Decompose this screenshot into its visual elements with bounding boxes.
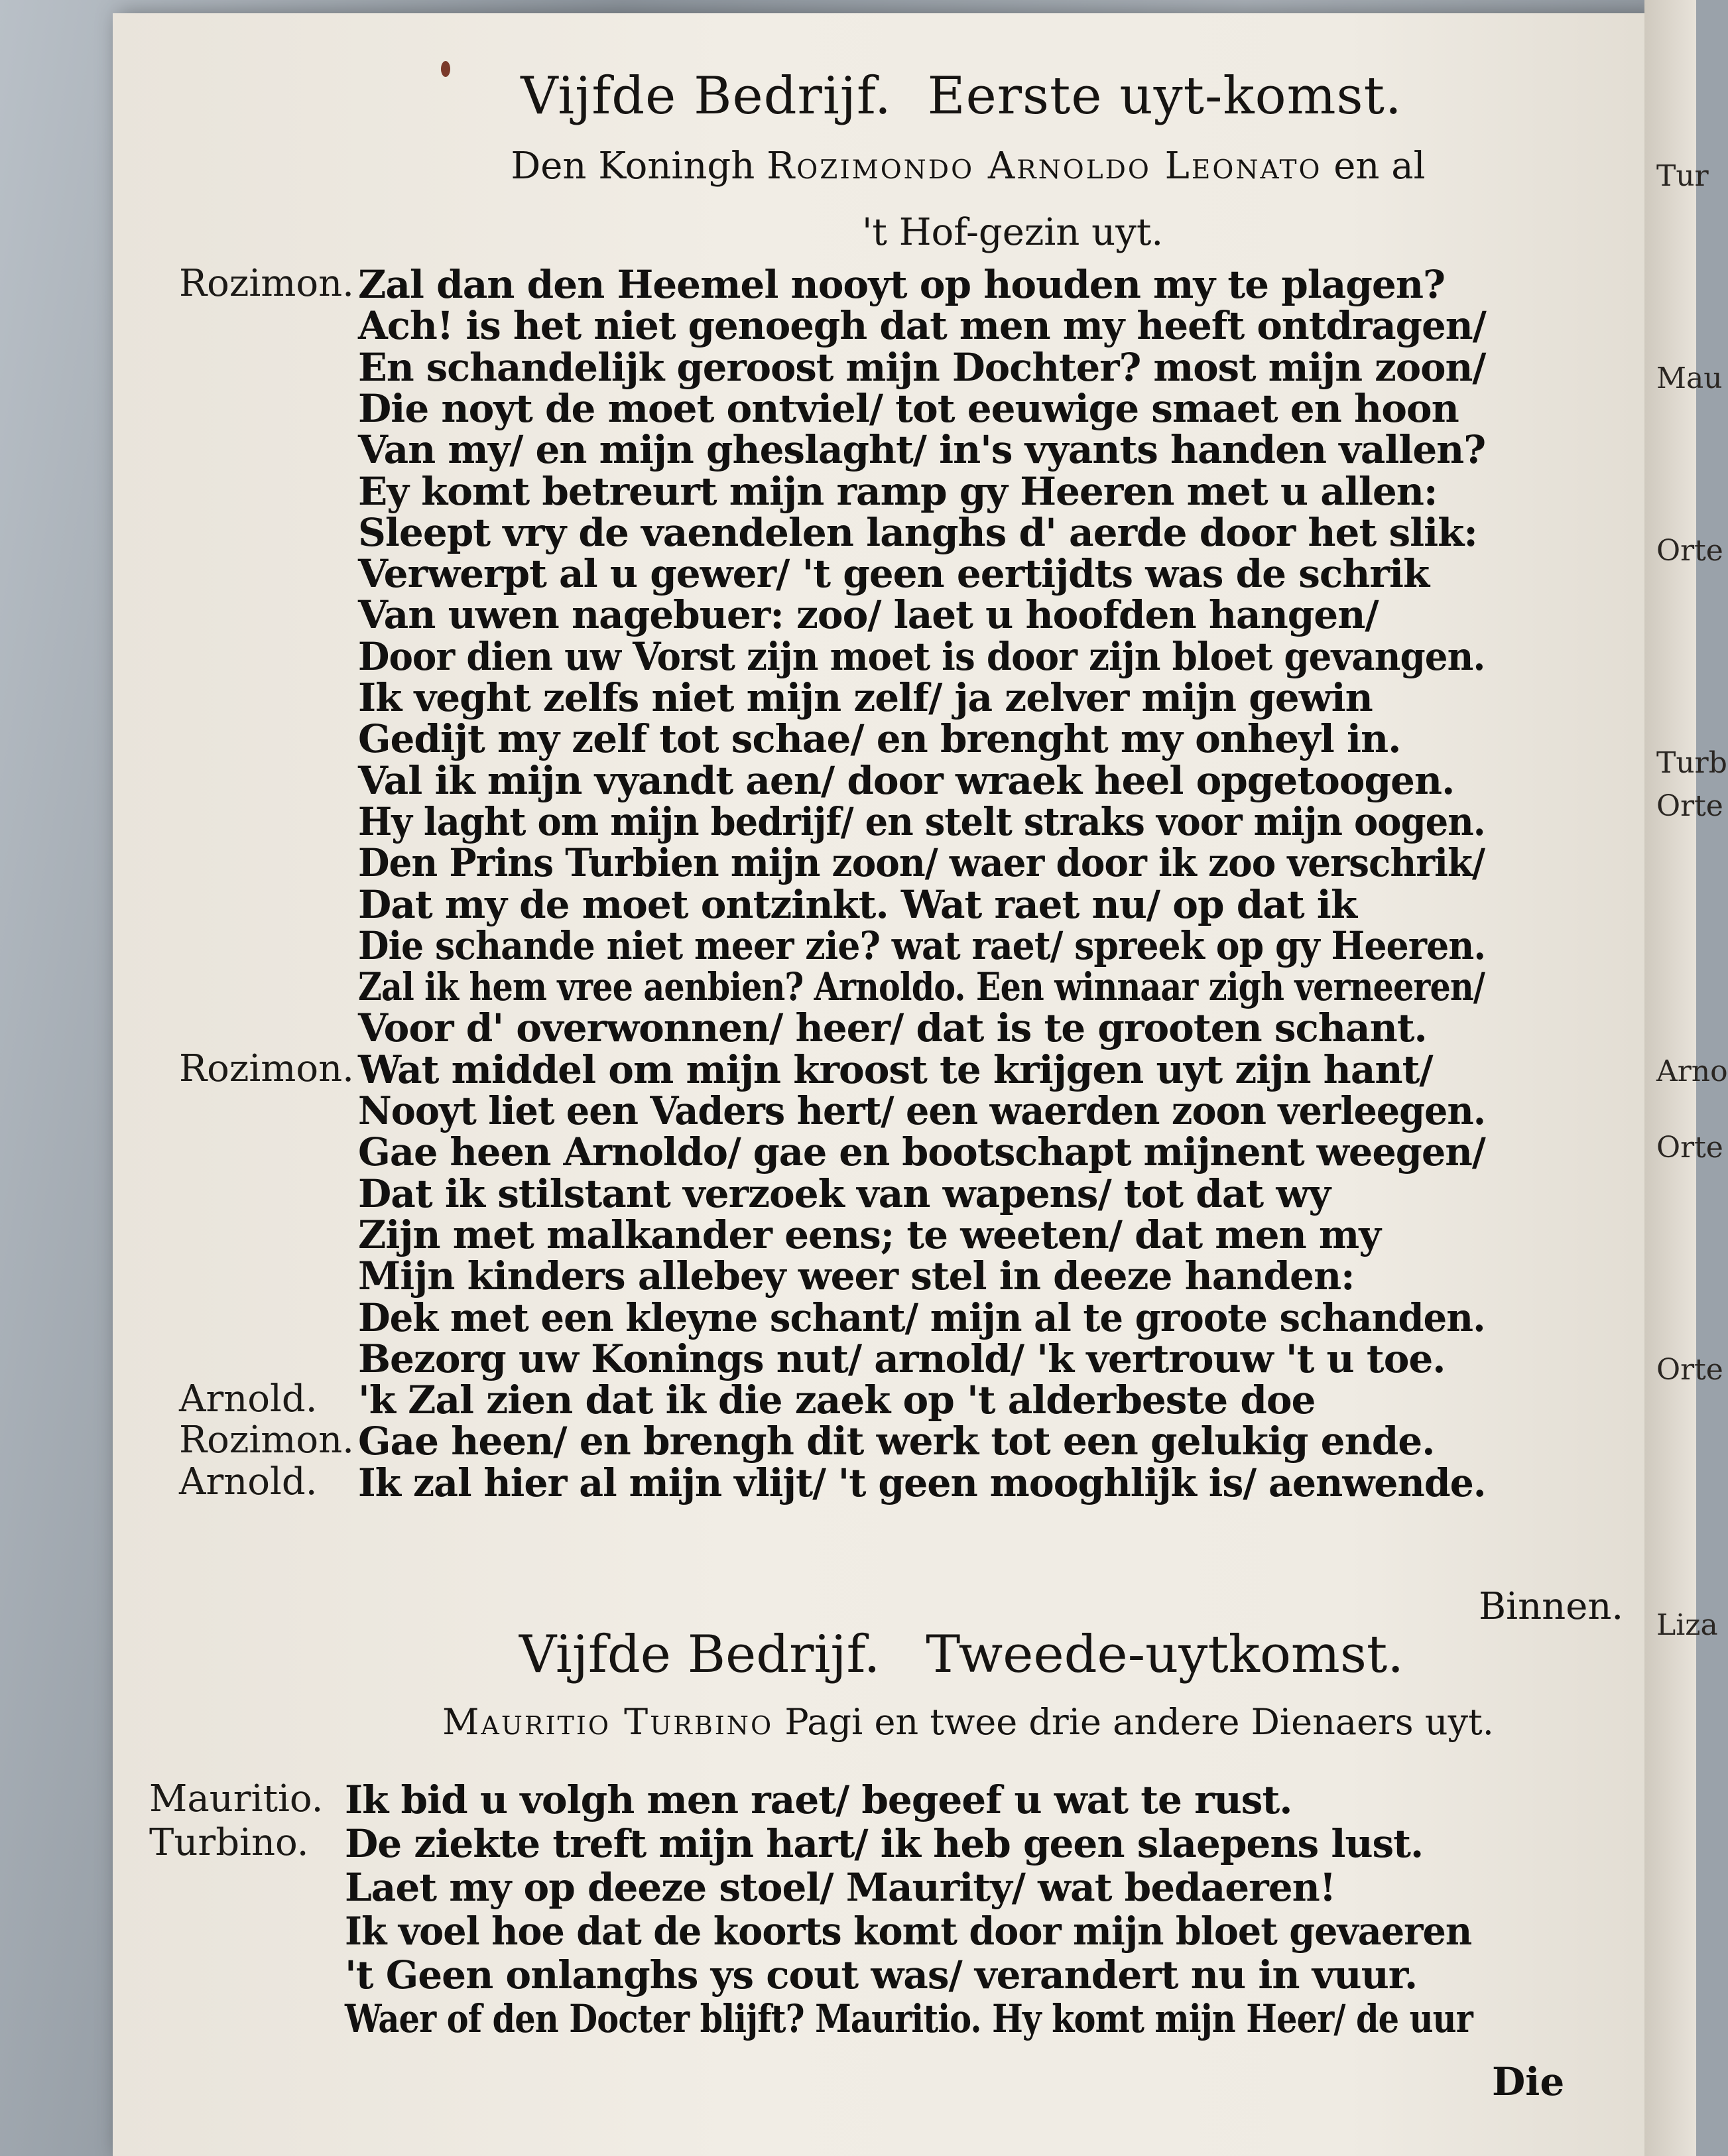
act-heading <box>464 66 1459 126</box>
verse-line: Voor d' overwonnen/ heer/ dat is te grooten schant. <box>358 1005 1427 1051</box>
verse-line: De ziekte treft mijn hart/ ik heb geen slaepens lust. <box>345 1821 1424 1866</box>
verse-line: 'k Zal zien dat ik die zaek op 't alderbeste doe <box>358 1377 1316 1423</box>
scene-title: Tweede-uytkomst. <box>926 1625 1404 1684</box>
verse-line: Ik zal hier al mijn vlijt/ 't geen mooghlijk is/ aenwende. <box>358 1460 1486 1505</box>
verse-line: En schandelijk geroost mijn Dochter? most mijn zoon/ <box>358 344 1486 390</box>
verse-line: Gedijt my zelf tot schae/ en brenght my onheyl in. <box>358 716 1401 762</box>
verse-line: Den Prins Turbien mijn zoon/ waer door ik zoo verschrik/ <box>358 840 1485 886</box>
verse-line: Verwerpt al u gewer/ 't geen eertijdts was de schrik <box>358 551 1430 597</box>
margin-fragment: Turb <box>1656 746 1727 780</box>
verse-line: Ey komt betreurt mijn ramp gy Heeren met u allen: <box>358 468 1438 514</box>
cast-list-continued: 't Hof-gezin uyt. <box>862 211 1164 254</box>
speaker-name: Rozimon. <box>179 262 354 305</box>
exit-direction: Binnen. <box>1479 1585 1624 1628</box>
verse-line: Sleept vry de vaendelen langhs d' aerde door het slik: <box>358 509 1477 555</box>
verse-line: Waer of den Docter blijft? Mauritio. Hy komt mijn Heer/ de uur <box>345 1996 1473 2041</box>
speaker-name: Mauritio. <box>149 1777 324 1820</box>
act-title: Vijfde Bedrijf. <box>521 66 892 126</box>
facing-page-edge <box>1644 0 1728 2156</box>
verse-line: Ik voel hoe dat de koorts komt door mijn bloet gevaeren <box>345 1909 1472 1954</box>
speaker-name: Rozimon. <box>179 1419 354 1462</box>
verse-line: Laet my op deeze stoel/ Maurity/ wat bedaeren! <box>345 1865 1336 1910</box>
verse-line: 't Geen onlanghs ys cout was/ verandert nu in vuur. <box>345 1952 1418 1997</box>
verse-line: Die noyt de moet ontviel/ tot eeuwige smaet en hoon <box>358 385 1459 431</box>
verse-line: Zal dan den Heemel nooyt op houden my te plagen? <box>358 262 1445 307</box>
verse-line: Door dien uw Vorst zijn moet is door zijn bloet gevangen. <box>358 633 1485 679</box>
verse-line: Hy laght om mijn bedrijf/ en stelt straks voor mijn oogen. <box>358 798 1485 844</box>
verse-line: Van uwen nagebuer: zoo/ laet u hoofden hangen/ <box>358 592 1379 638</box>
margin-fragment: Orte <box>1656 534 1723 568</box>
catchword: Die <box>1492 2059 1565 2104</box>
verse-line: Wat middel om mijn kroost te krijgen uyt zijn hant/ <box>358 1046 1433 1092</box>
verse-line: Ach! is het niet genoegh dat men my heeft ontdragen/ <box>358 303 1486 349</box>
verse-line: Ik veght zelfs niet mijn zelf/ ja zelver mijn gewin <box>358 675 1373 720</box>
cast-list: Den Koningh Rozimondo Arnoldo Leonato en al <box>511 145 1426 188</box>
verse-line: Mijn kinders allebey weer stel in deeze handen: <box>358 1253 1355 1299</box>
verse-line: Nooyt liet een Vaders hert/ een waerden zoon verleegen. <box>358 1088 1486 1133</box>
scene-title: Eerste uyt-komst. <box>927 66 1402 126</box>
act-heading <box>464 1625 1459 1684</box>
margin-fragment: Orte <box>1656 1353 1723 1387</box>
verse-line: Ik bid u volgh men raet/ begeef u wat te rust. <box>345 1777 1292 1822</box>
verse-line: Val ik mijn vyandt aen/ door wraek heel opgetoogen. <box>358 757 1455 803</box>
verse-line: Dat my de moet ontzinkt. Wat raet nu/ op dat ik <box>358 881 1357 927</box>
verse-line: Dat ik stilstant verzoek van wapens/ tot dat wy <box>358 1171 1331 1216</box>
act-title: Vijfde Bedrijf. <box>519 1625 881 1684</box>
verse-line: Gae heen Arnoldo/ gae en bootschapt mijnent weegen/ <box>358 1129 1485 1175</box>
cast-names: Mauritio Turbino <box>442 1701 774 1743</box>
speaker-name: Rozimon. <box>179 1046 354 1090</box>
margin-fragment: Arno <box>1656 1054 1728 1088</box>
speaker-name: Arnold. <box>179 1460 318 1503</box>
speaker-name: Arnold. <box>179 1377 318 1421</box>
margin-fragment: Orte <box>1656 789 1723 823</box>
speaker-name: Turbino. <box>149 1821 309 1864</box>
margin-fragment: Mau <box>1656 361 1723 395</box>
margin-fragment: Liza <box>1656 1608 1718 1642</box>
verse-line: Dek met een kleyne schant/ mijn al te groote schanden. <box>358 1295 1485 1340</box>
verse-line: Gae heen/ en brengh dit werk tot een gelukig ende. <box>358 1419 1435 1464</box>
margin-fragment: Tur <box>1656 159 1709 193</box>
verse-line: Zal ik hem vree aenbien? Arnoldo. Een winnaar zigh verneeren/ <box>358 964 1485 1010</box>
cast-names: Rozimondo Arnoldo Leonato <box>767 145 1322 188</box>
cast-list: Mauritio Turbino Pagi en twee drie andere Dienaers uyt. <box>442 1701 1494 1743</box>
verse-line: Die schande niet meer zie? wat raet/ spreek op gy Heeren. <box>358 922 1486 968</box>
verse-line: Zijn met malkander eens; te weeten/ dat men my <box>358 1212 1381 1257</box>
verse-line: Van my/ en mijn gheslaght/ in's vyants handen vallen? <box>358 427 1486 473</box>
margin-fragment: Orte <box>1656 1131 1723 1165</box>
verse-line: Bezorg uw Konings nut/ arnold/ 'k vertrouw 't u toe. <box>358 1336 1446 1381</box>
ink-stain <box>441 61 450 77</box>
